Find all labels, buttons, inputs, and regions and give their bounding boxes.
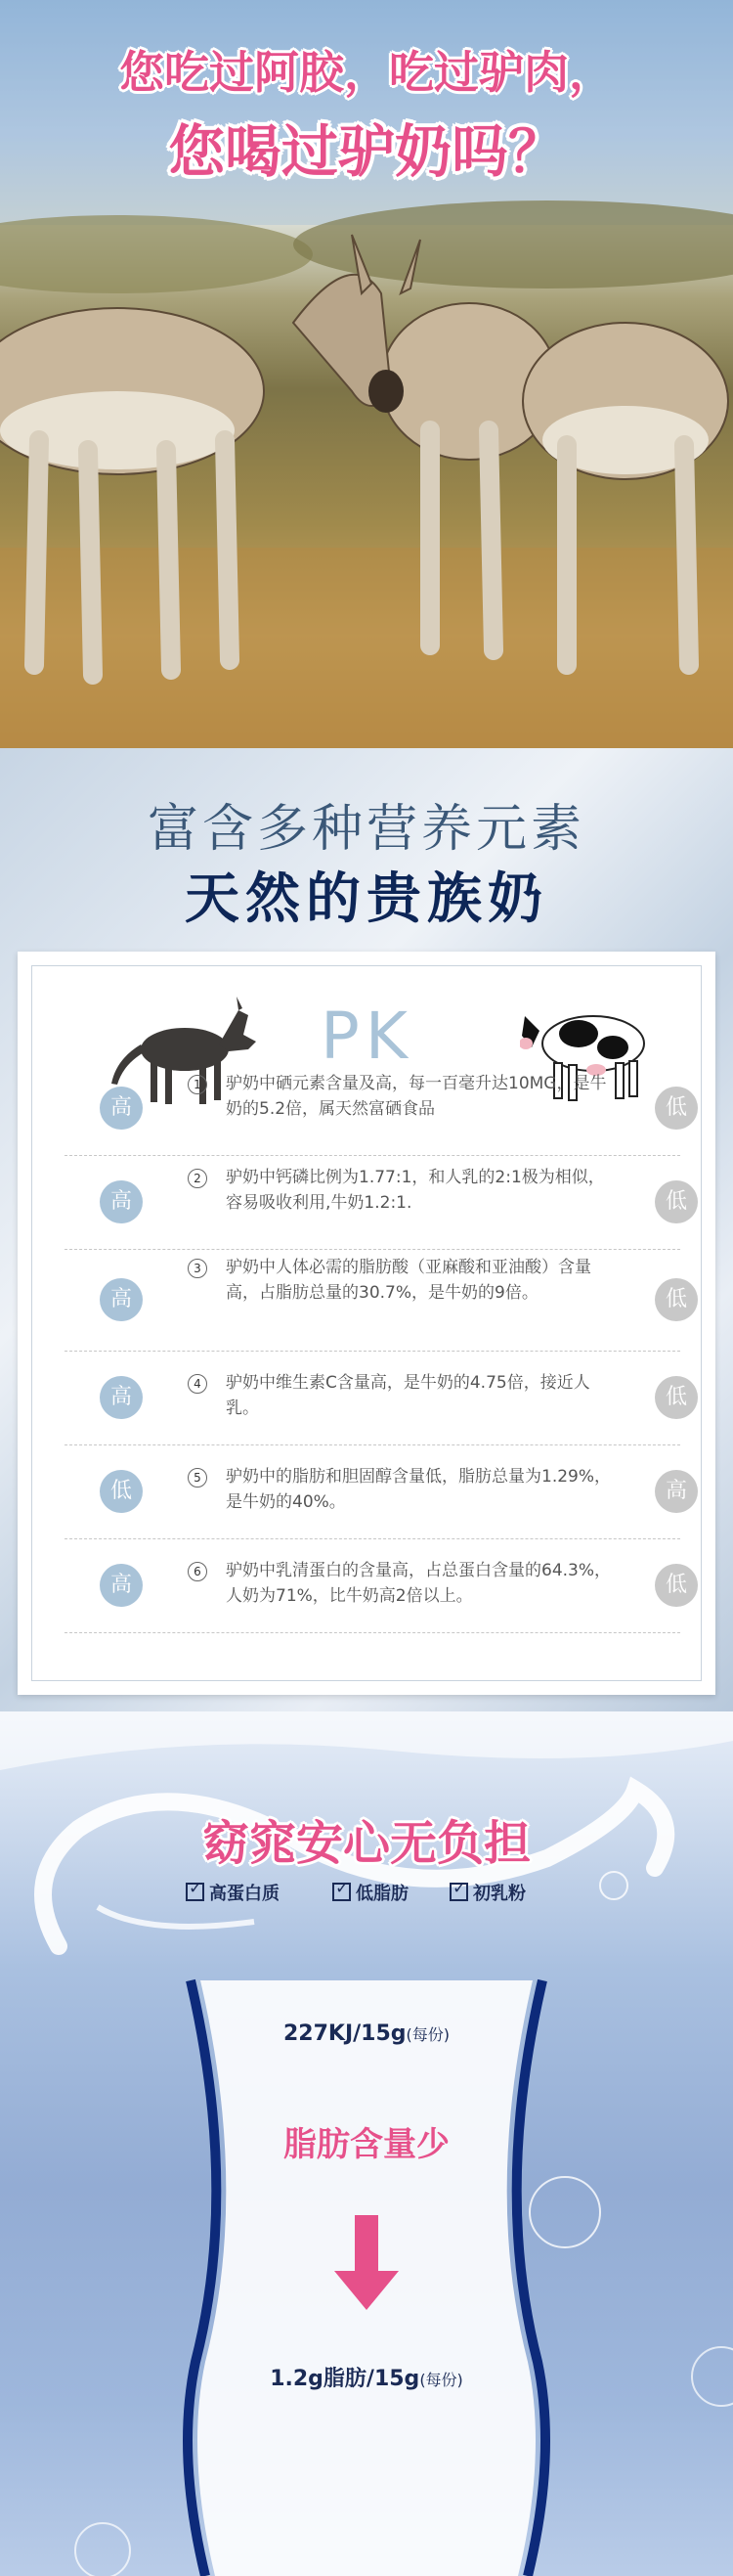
energy-amount: 227KJ/15g (282, 2021, 407, 2046)
checkbox-icon (186, 1883, 204, 1901)
checkbox-icon (450, 1883, 468, 1901)
comparison-row (65, 1155, 687, 1250)
nutrition-subtitle: 天然的贵族奶 (185, 866, 548, 931)
donkey-level-badge: 高 (100, 1087, 143, 1130)
fat-unit: (每份) (419, 2371, 463, 2389)
slim-section (0, 1711, 733, 2576)
nutrition-title: 富含多种营养元素 (147, 800, 585, 859)
row-text: 驴奶中人体必需的脂肪酸（亚麻酸和亚油酸）含量高，占脂肪总量的30.7%，是牛奶的9倍。 (226, 1258, 591, 1303)
hero-banner (0, 0, 733, 748)
donkey-level-badge: 高 (100, 1564, 143, 1607)
hero-line2: 您喝过驴奶吗？ (167, 118, 565, 185)
donkey-level-badge: 高 (100, 1180, 143, 1223)
feature-item (332, 1880, 409, 1905)
row-text: 驴奶中钙磷比例为1.77:1，和人乳的2:1极为相似，容易吸收利用,牛奶1.2:1. (226, 1168, 605, 1213)
fat-less-label: 脂肪含量少 (283, 2125, 450, 2164)
comparison-row (65, 1351, 687, 1445)
hero-line1: 您吃过阿胶，吃过驴肉， (119, 46, 614, 99)
donkey-level-badge: 高 (100, 1278, 143, 1321)
checkbox-icon (332, 1883, 351, 1901)
comparison-card (18, 952, 715, 1695)
row-number: 4 (188, 1374, 207, 1394)
row-number: 3 (188, 1259, 207, 1278)
row-number: 2 (188, 1169, 207, 1188)
comparison-row (65, 1061, 687, 1156)
feature-label: 初乳粉 (473, 1884, 526, 1904)
comparison-row (65, 1538, 687, 1633)
energy-value (0, 2021, 733, 2046)
feature-item (450, 1880, 526, 1905)
feature-label: 低脂肪 (356, 1884, 409, 1904)
cow-level-badge: 低 (655, 1278, 698, 1321)
cow-level-badge: 低 (655, 1087, 698, 1130)
cow-level-badge: 低 (655, 1180, 698, 1223)
row-text: 驴奶中硒元素含量及高，每一百毫升达10MG，是牛奶的5.2倍，属天然富硒食品 (226, 1074, 607, 1119)
row-text: 驴奶中乳清蛋白的含量高，占总蛋白含量的64.3%，人奶为71%，比牛奶高2倍以上。 (226, 1561, 612, 1606)
cow-level-badge: 低 (655, 1376, 698, 1419)
energy-unit: (每份) (406, 2025, 451, 2044)
row-text: 驴奶中维生素C含量高，是牛奶的4.75倍，接近人乳。 (226, 1373, 590, 1418)
row-number: 1 (188, 1075, 207, 1094)
row-number: 5 (188, 1468, 207, 1488)
row-number: 6 (188, 1562, 207, 1581)
nutrition-section (0, 748, 733, 1711)
donkey-level-badge: 高 (100, 1376, 143, 1419)
feature-item (186, 1880, 280, 1905)
fat-amount: 1.2g脂肪/15g (270, 2367, 420, 2391)
cow-level-badge: 高 (655, 1470, 698, 1513)
donkey-level-badge: 低 (100, 1470, 143, 1513)
comparison-row (65, 1444, 687, 1539)
slim-title: 窈窕安心无负担 (201, 1816, 531, 1871)
pk-label: PK (321, 999, 414, 1074)
comparison-row (65, 1249, 687, 1352)
fat-value (0, 2362, 733, 2392)
row-text: 驴奶中的脂肪和胆固醇含量低，脂肪总量为1.29%，是牛奶的40%。 (226, 1467, 612, 1512)
feature-label: 高蛋白质 (209, 1884, 280, 1904)
cow-level-badge: 低 (655, 1564, 698, 1607)
